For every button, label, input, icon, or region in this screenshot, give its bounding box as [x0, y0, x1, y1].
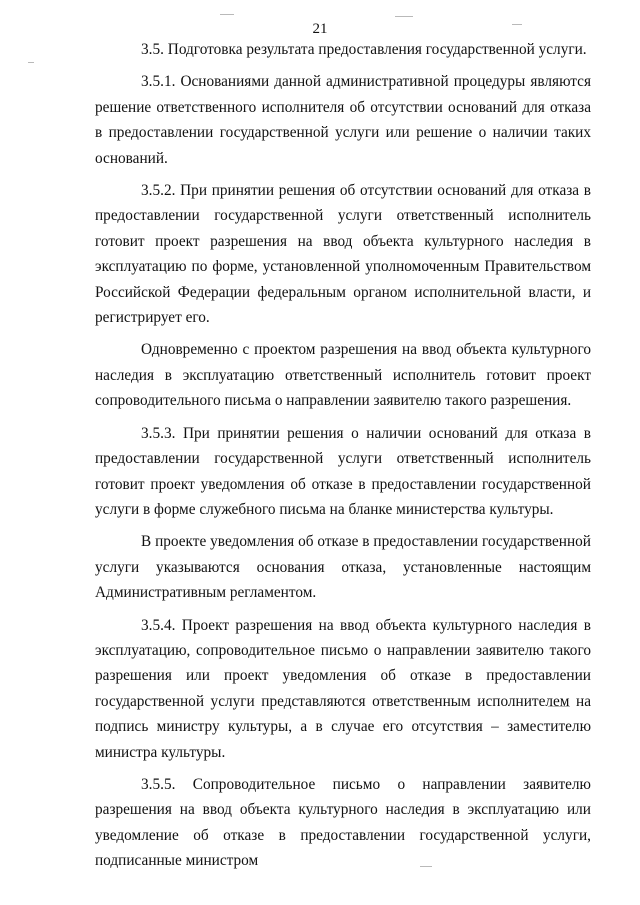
- scan-speck: [28, 62, 34, 63]
- paragraph: 3.5.3. При принятии решения о наличии оснований для отказа в предоставлении государственной услуги ответственный исполнитель готовит проект уведомления об отказе в предоставлении государственной услуги в форме служебного письма на бланке министерства культуры.: [95, 424, 591, 518]
- document-body: [95, 37, 591, 874]
- paragraph: 3.5.4. Проект разрешения на ввод объекта культурного наследия в эксплуатацию, сопроводительное письмо о направлении заявителю такого разрешения или проект уведомления об отказе в предоставлении государственной услуги представляются ответственным исполнителем на подпись министру культуры, а в случае его отсутствия – заместителю министра культуры.: [95, 616, 591, 761]
- paragraph: Одновременно с проектом разрешения на ввод объекта культурного наследия в эксплуатацию ответственный исполнитель готовит проект сопроводительного письма о направлении заявителю такого разрешения.: [95, 341, 591, 410]
- scan-speck: [395, 16, 413, 17]
- page-number: 21: [312, 21, 328, 37]
- section-heading: 3.5. Подготовка результата предоставления государственной услуги.: [141, 41, 587, 58]
- paragraph: В проекте уведомления об отказе в предоставлении государственной услуги указываются основания отказа, установленные настоящим Административным регламентом.: [95, 533, 591, 602]
- scan-speck: [220, 14, 234, 15]
- paragraph: 3.5.1. Основаниями данной административной процедуры являются решение ответственного исполнителя об отсутствии оснований для отказа в предоставлении государственной услуги или решение о наличии таких оснований.: [95, 73, 591, 167]
- paragraph: 3.5.5. Сопроводительное письмо о направлении заявителю разрешения на ввод объекта культурного наследия в эксплуатацию или уведомление об отказе в предоставлении государственной услуги, подписанные министром: [95, 775, 591, 870]
- paragraph: 3.5.2. При принятии решения об отсутствии оснований для отказа в предоставлении государственной услуги ответственный исполнитель готовит проект разрешения на ввод объекта культурного наследия в эксплуатацию по форме, установленной уполномоченным Правительством Российской Федерации федеральным органом исполнительной власти, и регистрирует его.: [95, 182, 591, 327]
